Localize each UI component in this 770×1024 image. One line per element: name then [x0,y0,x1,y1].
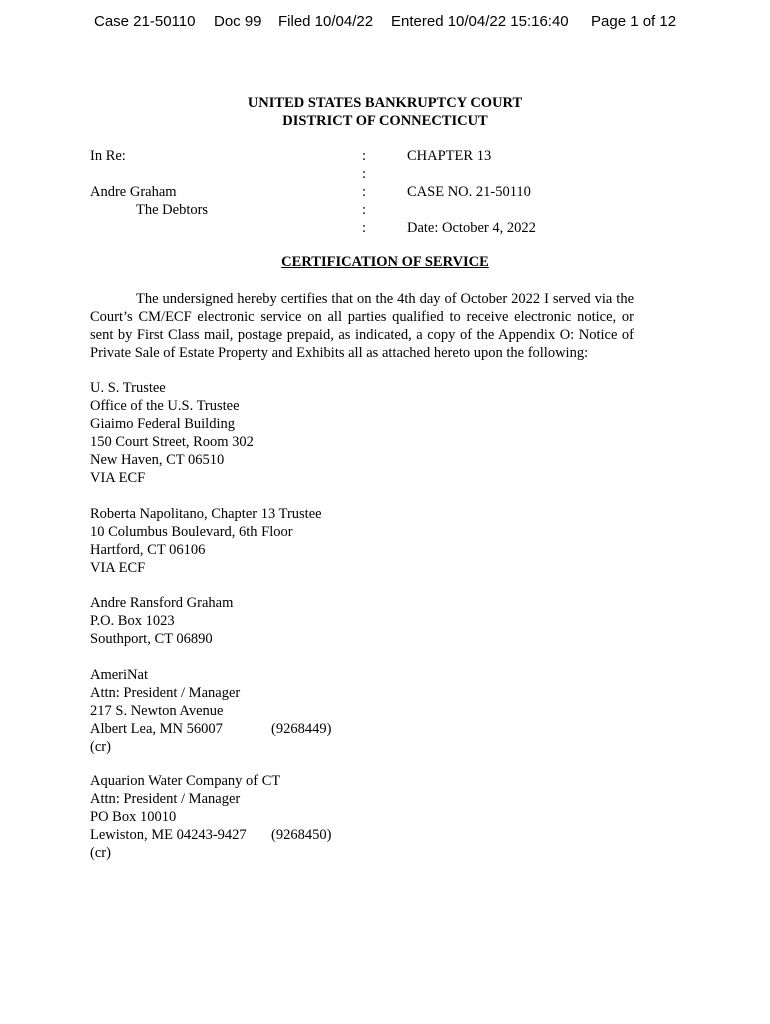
filed-date-stamp: Filed 10/04/22 [278,13,374,30]
recipient-block-debtor [90,594,233,648]
address-line: Attn: President / Manager [90,791,241,807]
city-state-zip: Albert Lea, MN 56007 [90,721,223,737]
account-reference: (9268450) [271,827,332,843]
address-line: New Haven, CT 06510 [90,452,225,468]
caption-colon: : [362,148,367,164]
caption-colon-column [362,147,366,237]
recipient-block-aquarion [90,772,332,862]
address-line: Andre Ransford Graham [90,595,234,611]
chapter-label: CHAPTER 13 [407,148,492,164]
debtor-role: The Debtors [136,202,209,218]
address-line: 10 Columbus Boulevard, 6th Floor [90,524,293,540]
caption-colon: : [362,220,367,236]
address-line: Attn: President / Manager [90,685,241,701]
account-reference: (9268449) [271,721,332,737]
address-line: (cr) [90,739,111,755]
caption-colon: : [362,184,367,200]
address-line: Southport, CT 06890 [90,631,213,647]
caption-colon: : [362,166,367,182]
address-line: 217 S. Newton Avenue [90,703,224,719]
court-name: UNITED STATES BANKRUPTCY COURT [247,95,523,111]
address-line: VIA ECF [90,560,146,576]
document-title: CERTIFICATION OF SERVICE [281,254,489,270]
document-date: Date: October 4, 2022 [407,220,536,236]
court-heading [0,94,770,130]
address-line: 150 Court Street, Room 302 [90,434,254,450]
address-line: VIA ECF [90,470,146,486]
address-line: PO Box 10010 [90,809,177,825]
debtor-name: Andre Graham [90,184,177,200]
recipient-block-chapter13-trustee [90,505,322,577]
address-line: Giaimo Federal Building [90,416,235,432]
entered-date-stamp: Entered 10/04/22 15:16:40 [391,13,569,30]
recipient-block-amerinat [90,666,332,756]
address-line: P.O. Box 1023 [90,613,175,629]
address-line: AmeriNat [90,667,148,683]
address-line: Aquarion Water Company of CT [90,773,281,789]
court-district: DISTRICT OF CONNECTICUT [282,113,488,129]
city-state-zip: Lewiston, ME 04243-9427 [90,827,247,843]
recipient-block-us-trustee [90,379,254,487]
case-number-stamp: Case 21-50110 [94,13,196,30]
in-re-label: In Re: [90,148,126,164]
address-line: Roberta Napolitano, Chapter 13 Trustee [90,506,322,522]
certification-paragraph: The undersigned hereby certifies that on the 4th day of October 2022 I served via the Court’s CM/ECF electronic service on all parties qualified to receive electronic notice, or sent by First Class mail, postage prepaid, as indicated, a copy of the Appendix O: Notice of Private Sale of Estate Property and Exhibits all as attached hereto upon the following: [90,291,634,361]
caption-colon: : [362,202,367,218]
address-line: U. S. Trustee [90,380,166,396]
doc-number-stamp: Doc 99 [214,13,262,30]
case-number-label: CASE NO. 21-50110 [407,184,531,200]
address-line [90,720,332,738]
page-number-stamp: Page 1 of 12 [591,13,677,30]
address-line: (cr) [90,845,111,861]
address-line: Office of the U.S. Trustee [90,398,240,414]
address-line: Hartford, CT 06106 [90,542,206,558]
address-line [90,826,332,844]
